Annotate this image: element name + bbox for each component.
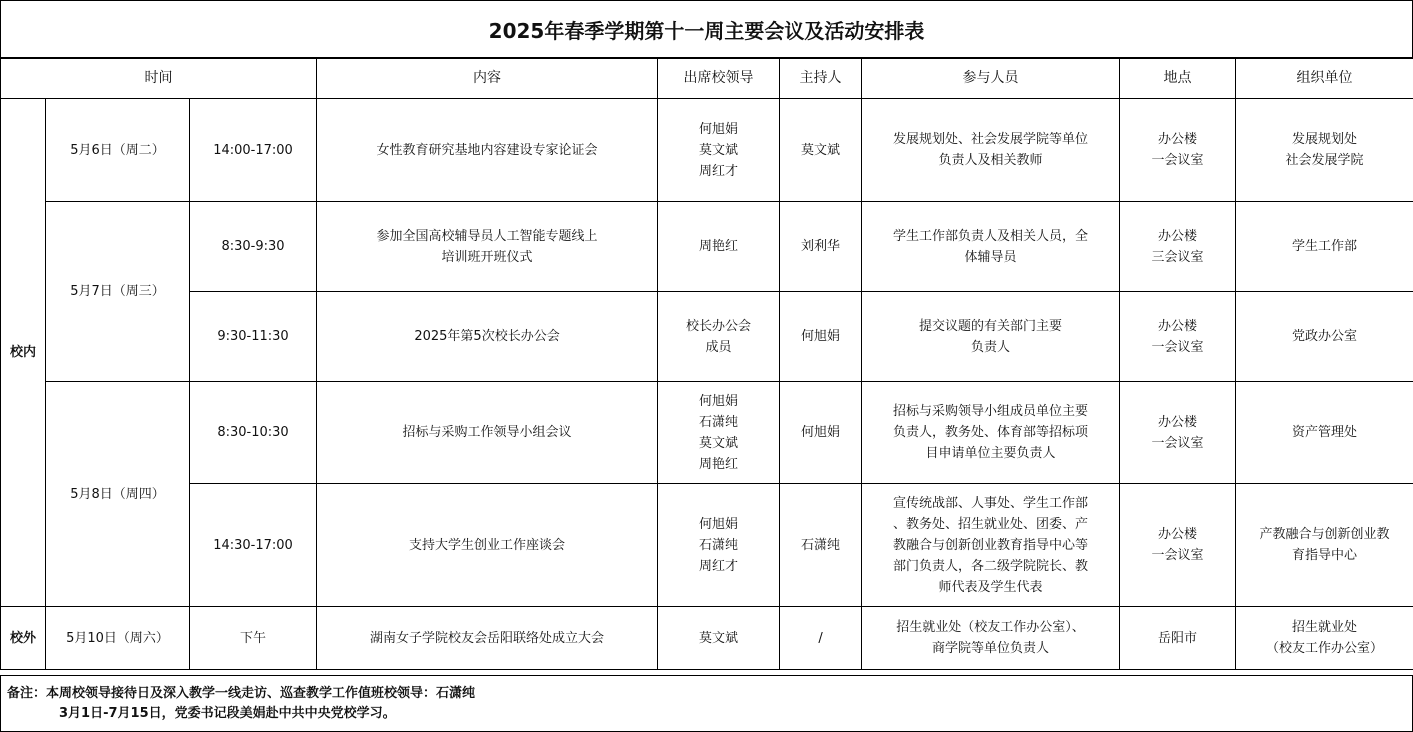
- participants-cell: [862, 382, 1120, 484]
- date-cell: 5月6日（周二）: [46, 99, 190, 202]
- host-cell: 何旭娟: [780, 382, 862, 484]
- leader-line: 何旭娟: [699, 393, 739, 409]
- content-line: 2025年第5次校长办公会: [414, 329, 560, 344]
- location-line: 办公楼: [1158, 318, 1198, 334]
- participant-line: 负责人及相关教师: [938, 153, 1043, 168]
- participant-line: 商学院等单位负责人: [932, 641, 1050, 656]
- host-cell: 何旭娟: [780, 292, 862, 382]
- organizer-line: 党政办公室: [1292, 329, 1358, 344]
- participant-line: 招标与采购领导小组成员单位主要: [893, 404, 1089, 419]
- leader-line: 莫文斌: [699, 142, 739, 158]
- content-cell: [317, 292, 658, 382]
- leader-line: 莫文斌: [699, 630, 739, 646]
- participants-cell: [862, 202, 1120, 292]
- content-cell: [317, 607, 658, 670]
- leader-line: 周红才: [699, 558, 739, 574]
- leaders-cell: [658, 99, 780, 202]
- organizer-cell: [1236, 484, 1413, 607]
- organizer-line: （校友工作办公室）: [1266, 641, 1384, 656]
- table-row: [1, 99, 1413, 202]
- host-cell: 莫文斌: [780, 99, 862, 202]
- leader-line: 周艳红: [699, 456, 739, 472]
- participant-line: 教融合与创新创业教育指导中心等: [893, 537, 1089, 553]
- date-cell: 5月7日（周三）: [46, 202, 190, 382]
- host-cell: 刘利华: [780, 202, 862, 292]
- table-row: [1, 202, 1413, 292]
- location-line: 一会议室: [1151, 153, 1204, 168]
- leaders-cell: [658, 382, 780, 484]
- leader-line: 周艳红: [699, 239, 739, 254]
- participant-line: 负责人: [971, 339, 1011, 355]
- host-cell: 石潇纯: [780, 484, 862, 607]
- participant-line: 提交议题的有关部门主要: [919, 318, 1063, 334]
- content-cell: [317, 99, 658, 202]
- leaders-cell: [658, 484, 780, 607]
- header-organizer: 组织单位: [1236, 59, 1413, 99]
- participant-line: 部门负责人，各二级学院院长、教: [893, 558, 1089, 574]
- content-line: 招标与采购工作领导小组会议: [402, 425, 572, 440]
- organizer-line: 育指导中心: [1292, 548, 1358, 563]
- remarks: [0, 675, 1413, 732]
- location-line: 一会议室: [1151, 435, 1204, 451]
- participant-line: 目申请单位主要负责人: [925, 446, 1056, 461]
- organizer-line: 招生就业处: [1292, 620, 1358, 635]
- date-cell: 5月8日（周四）: [46, 382, 190, 607]
- schedule-table: [0, 58, 1413, 670]
- content-cell: [317, 382, 658, 484]
- organizer-line: 学生工作部: [1292, 239, 1358, 254]
- participant-line: 宣传统战部、人事处、学生工作部: [893, 495, 1089, 511]
- location-line: 一会议室: [1151, 339, 1204, 355]
- location-line: 三会议室: [1151, 249, 1204, 265]
- location-line: 办公楼: [1158, 527, 1198, 542]
- category-cell: 校外: [1, 607, 46, 670]
- participant-line: 、教务处、招生就业处、团委、产: [893, 516, 1089, 532]
- organizer-line: 发展规划处: [1292, 132, 1358, 147]
- remark-line-2: 3月1日-7月15日，党委书记段美娟赴中共中央党校学习。: [59, 706, 396, 721]
- organizer-line: 产教融合与创新创业教: [1259, 527, 1390, 542]
- location-cell: [1120, 202, 1236, 292]
- page-title: 2025年春季学期第十一周主要会议及活动安排表: [0, 0, 1413, 58]
- content-line: 参加全国高校辅导员人工智能专题线上: [376, 228, 598, 244]
- location-cell: [1120, 292, 1236, 382]
- participant-line: 学生工作部负责人及相关人员，全: [893, 228, 1089, 244]
- leader-line: 莫文斌: [699, 435, 739, 451]
- location-cell: [1120, 99, 1236, 202]
- leader-line: 成员: [705, 339, 732, 355]
- content-cell: [317, 484, 658, 607]
- table-row: [1, 382, 1413, 484]
- participants-cell: [862, 607, 1120, 670]
- organizer-line: 社会发展学院: [1285, 153, 1364, 168]
- header-content: 内容: [317, 59, 658, 99]
- table-row: [1, 607, 1413, 670]
- content-line: 湖南女子学院校友会岳阳联络处成立大会: [370, 630, 605, 646]
- content-line: 女性教育研究基地内容建设专家论证会: [376, 142, 598, 158]
- leaders-cell: [658, 202, 780, 292]
- time-cell: 8:30-9:30: [190, 202, 317, 292]
- date-cell: 5月10日（周六）: [46, 607, 190, 670]
- participant-line: 负责人，教务处、体育部等招标项: [893, 425, 1089, 440]
- schedule-body: [1, 59, 1413, 670]
- content-line: 培训班开班仪式: [441, 249, 533, 265]
- organizer-cell: [1236, 292, 1413, 382]
- location-line: 办公楼: [1158, 132, 1198, 147]
- time-cell: 14:00-17:00: [190, 99, 317, 202]
- leader-line: 周红才: [699, 163, 739, 179]
- leaders-cell: [658, 607, 780, 670]
- host-cell: /: [780, 607, 862, 670]
- header-time: 时间: [1, 59, 317, 99]
- organizer-cell: [1236, 202, 1413, 292]
- organizer-cell: [1236, 607, 1413, 670]
- participants-cell: [862, 484, 1120, 607]
- location-line: 一会议室: [1151, 548, 1204, 563]
- time-cell: 8:30-10:30: [190, 382, 317, 484]
- leader-line: 何旭娟: [699, 516, 739, 532]
- location-line: 办公楼: [1158, 228, 1198, 244]
- leader-line: 石潇纯: [699, 414, 739, 430]
- table-row: [1, 292, 1413, 382]
- organizer-cell: [1236, 99, 1413, 202]
- participants-cell: [862, 292, 1120, 382]
- participant-line: 师代表及学生代表: [938, 579, 1043, 595]
- header-leaders: 出席校领导: [658, 59, 780, 99]
- organizer-line: 资产管理处: [1292, 425, 1358, 440]
- time-cell: 9:30-11:30: [190, 292, 317, 382]
- participant-line: 招生就业处（校友工作办公室）、: [896, 620, 1085, 635]
- location-cell: [1120, 382, 1236, 484]
- participant-line: 发展规划处、社会发展学院等单位: [893, 132, 1089, 147]
- header-host: 主持人: [780, 59, 862, 99]
- remark-line-1: 备注：本周校领导接待日及深入教学一线走访、巡查教学工作值班校领导：石潇纯: [7, 686, 476, 701]
- content-cell: [317, 202, 658, 292]
- location-cell: [1120, 484, 1236, 607]
- location-cell: [1120, 607, 1236, 670]
- participant-line: 体辅导员: [964, 249, 1017, 265]
- header-location: 地点: [1120, 59, 1236, 99]
- content-line: 支持大学生创业工作座谈会: [409, 537, 566, 553]
- header-participants: 参与人员: [862, 59, 1120, 99]
- table-row: [1, 484, 1413, 607]
- leaders-cell: [658, 292, 780, 382]
- organizer-cell: [1236, 382, 1413, 484]
- time-cell: 下午: [190, 607, 317, 670]
- location-line: 办公楼: [1158, 414, 1198, 430]
- leader-line: 何旭娟: [699, 121, 739, 137]
- participants-cell: [862, 99, 1120, 202]
- time-cell: 14:30-17:00: [190, 484, 317, 607]
- location-line: 岳阳市: [1158, 630, 1198, 646]
- leader-line: 校长办公会: [686, 318, 752, 334]
- leader-line: 石潇纯: [699, 537, 739, 553]
- category-cell: 校内: [1, 99, 46, 607]
- header-row: [1, 59, 1413, 99]
